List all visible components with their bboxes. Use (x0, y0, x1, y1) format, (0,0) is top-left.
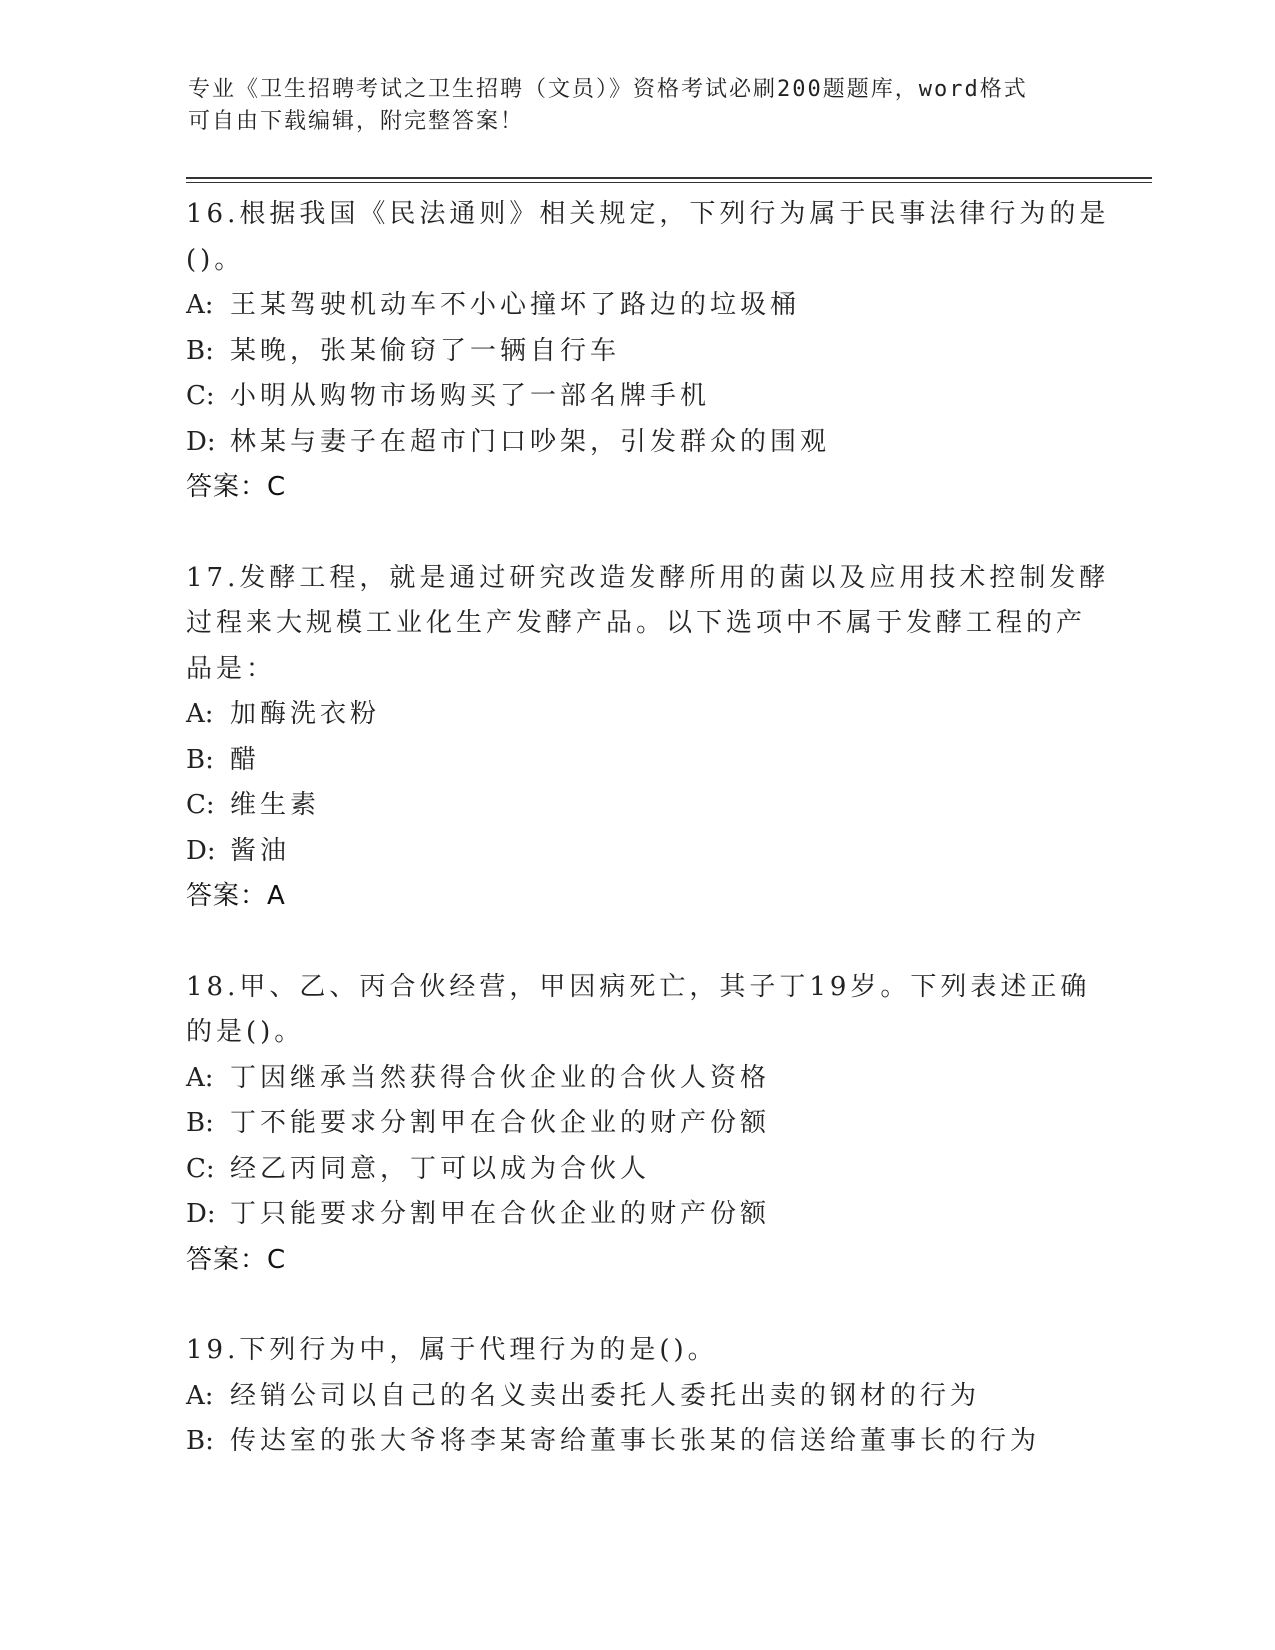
option-text: 小明从购物市场购买了一部名牌手机 (230, 381, 711, 411)
header-line-2: 可自由下载编辑，附完整答案！ (188, 109, 525, 134)
option-letter: A: (186, 1062, 214, 1093)
question-17 (186, 556, 1110, 920)
question-stem-line: 16.根据我国《民法通则》相关规定，下列行为属于民事法律行为的是 (186, 199, 1110, 229)
option-text: 维生素 (230, 790, 321, 820)
option-text: 某晚，张某偷窃了一辆自行车 (230, 335, 621, 366)
option-letter: B: (186, 1108, 214, 1138)
option-text: 醋 (230, 744, 261, 775)
option-text: 丁不能要求分割甲在合伙企业的财产份额 (230, 1108, 771, 1138)
option-letter: A: (186, 699, 214, 729)
option-letter: D: (186, 1199, 216, 1229)
option-d (186, 1192, 1086, 1238)
option-letter: C: (186, 381, 215, 411)
option-b (186, 1101, 1086, 1147)
question-stem-line: 的是()。 (186, 1017, 305, 1047)
option-letter: D: (186, 835, 216, 866)
option-letter: B: (186, 744, 214, 775)
answer-line: 答案：A (186, 881, 286, 911)
option-letter: D: (186, 426, 216, 457)
option-b (186, 1419, 1086, 1465)
option-b (186, 329, 1086, 375)
option-letter: B: (186, 335, 214, 366)
answer-line: 答案：C (186, 1244, 287, 1275)
question-16 (186, 192, 1110, 511)
option-letter: C: (186, 790, 215, 820)
answer-line: 答案：C (186, 472, 287, 502)
option-b (186, 738, 1086, 784)
option-a (186, 1056, 1086, 1102)
option-d (186, 829, 1086, 875)
header-line-1: 专业《卫生招聘考试之卫生招聘（文员）》资格考试必刷200题题库，word格式 (188, 77, 1028, 102)
question-stem-line: 19.下列行为中，属于代理行为的是()。 (186, 1335, 718, 1365)
option-letter: A: (186, 1380, 214, 1411)
option-c (186, 374, 1086, 420)
header-divider-thick (186, 177, 1152, 179)
option-text: 酱油 (230, 835, 291, 866)
option-c (186, 783, 1086, 829)
option-text: 经乙丙同意，丁可以成为合伙人 (230, 1153, 651, 1184)
header-divider-thin (186, 182, 1152, 183)
question-19 (186, 1328, 1086, 1465)
option-text: 林某与妻子在超市门口吵架，引发群众的围观 (230, 426, 831, 457)
option-c (186, 1147, 1086, 1193)
option-a (186, 1374, 1086, 1420)
option-letter: B: (186, 1426, 214, 1456)
question-stem-line: 过程来大规模工业化生产发酵产品。以下选项中不属于发酵工程的产 (186, 608, 1087, 638)
question-stem-line: 品是： (186, 653, 277, 684)
document-header (188, 74, 1068, 138)
option-letter: A: (186, 290, 214, 320)
option-d (186, 420, 1086, 466)
option-text: 丁因继承当然获得合伙企业的合伙人资格 (230, 1062, 771, 1093)
question-stem-line: 18.甲、乙、丙合伙经营，甲因病死亡，其子丁19岁。下列表述正确 (186, 971, 1091, 1002)
question-stem-line: 17.发酵工程，就是通过研究改造发酵所用的菌以及应用技术控制发酵 (186, 562, 1110, 593)
question-stem-line: ()。 (186, 244, 245, 275)
option-letter: C: (186, 1153, 215, 1184)
question-list (186, 192, 1110, 1510)
option-text: 丁只能要求分割甲在合伙企业的财产份额 (230, 1199, 771, 1229)
option-text: 传达室的张大爷将李某寄给董事长张某的信送给董事长的行为 (230, 1426, 1041, 1456)
option-text: 加酶洗衣粉 (230, 699, 381, 729)
question-18 (186, 965, 1091, 1284)
option-text: 王某驾驶机动车不小心撞坏了路边的垃圾桶 (230, 290, 801, 320)
option-a (186, 283, 1086, 329)
option-text: 经销公司以自己的名义卖出委托人委托出卖的钢材的行为 (230, 1380, 981, 1411)
option-a (186, 692, 1086, 738)
